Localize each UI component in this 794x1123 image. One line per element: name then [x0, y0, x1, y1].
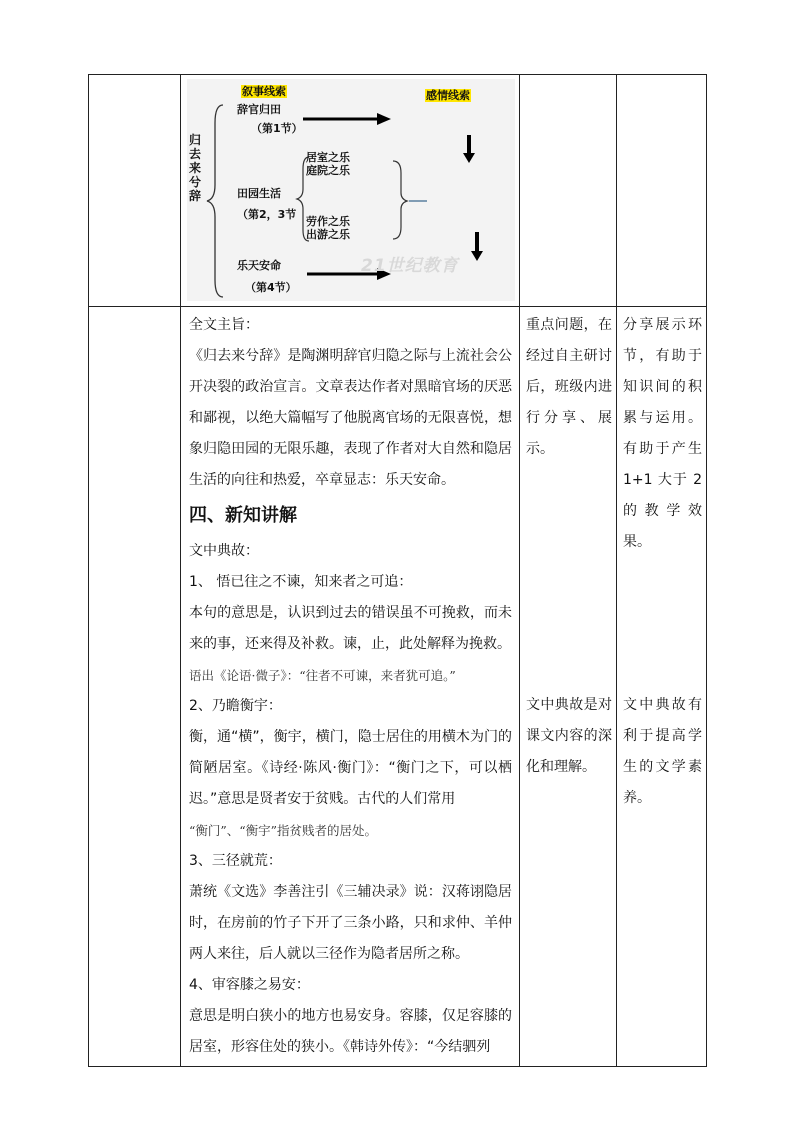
teaching-note-2: 文中典故有利于提高学生的文学素养。: [623, 697, 702, 806]
allusion-label: 文中典故：: [189, 543, 259, 559]
allusion-2-title: 2、乃瞻衡宇：: [189, 698, 282, 714]
down-arrow-1-head: [463, 153, 475, 163]
design-intent-1: 重点问题，在经过自主研讨后，班级内进行分享、展示。: [526, 317, 612, 457]
empty-cell: [89, 307, 181, 1067]
down-arrow-2-head: [471, 251, 483, 261]
allusion-4-text: 意思是明白狭小的地方也易安身。容膝，仅足容膝的居室，形容住处的狭小。《韩诗外传》：“今结驷列: [189, 1008, 512, 1055]
structure-diagram: [181, 75, 519, 306]
table-row: [89, 307, 707, 1067]
stage2-title: 田园生活: [237, 187, 281, 200]
stage3-section: （第4节）: [245, 281, 297, 294]
empty-cell: [520, 75, 617, 307]
empty-cell: [617, 75, 707, 307]
allusion-1-text: 本句的意思是，认识到过去的错误虽不可挽救，而未来的事，还来得及补救。谏，止，此处解释为挽救。: [189, 605, 512, 652]
allusion-3-text: 萧统《文选》李善注引《三辅决录》说：汉蒋诩隐居时，在房前的竹子下开了三条小路，只和求仲、羊仲两人来往，后人就以三径作为隐者居所之称。: [189, 884, 512, 962]
arrow-stage1-head: [377, 113, 391, 125]
main-content-cell: [181, 307, 520, 1067]
left-brace: [207, 105, 223, 297]
teaching-note-cell: [617, 307, 707, 1067]
theme-text: 《归去来兮辞》是陶渊明辞官归隐之际与上流社会公开决裂的政治宣言。文章表达作者对黑暗官场的厌恶和鄙视，以绝大篇幅写了他脱离官场的无限喜悦，想象归隐田园的无限乐趣，表现了作者对大自然和隐居生活的向往和热爱，卒章显志：乐天安命。: [189, 348, 512, 488]
narrative-clue-label: 叙事线索: [242, 85, 286, 98]
diagram-lines: [181, 75, 519, 306]
allusion-1-title: 1、 悟已往之不谏，知来者之可追：: [189, 574, 413, 590]
teaching-note-1: 分享展示环节，有助于知识间的积累与运用。有助于产生 1+1 大于 2 的教学效果。: [623, 317, 702, 550]
lesson-plan-table: [88, 74, 707, 1067]
theme-label: 全文主旨：: [189, 317, 259, 333]
design-intent-cell: [520, 307, 617, 1067]
section-heading: 四、新知讲解: [189, 505, 297, 526]
joy-item-1: 居室之乐: [306, 151, 350, 164]
joy-item-4: 出游之乐: [306, 228, 350, 241]
watermark: 21世纪教育: [361, 256, 459, 276]
stage1-section: （第1节）: [251, 122, 303, 135]
emotion-clue-label: 感情线索: [426, 89, 470, 102]
allusion-2-note: “衡门”、“衡宇”指贫贱者的居处。: [189, 823, 378, 838]
stage2-section: （第2，3节: [237, 208, 297, 221]
empty-cell: [89, 75, 181, 307]
allusion-3-title: 3、三径就荒：: [189, 853, 282, 869]
structure-diagram-cell: [181, 75, 520, 307]
allusion-4-title: 4、审容膝之易安：: [189, 977, 310, 993]
table-row: [89, 75, 707, 307]
allusion-1-source: 语出《论语·微子》：“往者不可谏，来者犹可追。”: [189, 668, 456, 683]
joy-item-3: 劳作之乐: [306, 215, 350, 228]
joy-item-2: 庭院之乐: [306, 164, 350, 177]
allusion-2-text: 衡，通“横”，衡宇，横门，隐士居住的用横木为门的简陋居室。《诗经·陈风·衡门》：“衡门之下，可以栖迟。”意思是贤者安于贫贱。古代的人们常用: [189, 729, 512, 807]
stage1-title: 辞官归田: [237, 103, 281, 116]
right-brace: [393, 161, 407, 239]
design-intent-2: 文中典故是对课文内容的深化和理解。: [526, 697, 612, 775]
diagram-vertical-title: 归去来兮辞: [189, 133, 202, 203]
stage3-title: 乐天安命: [237, 259, 281, 272]
